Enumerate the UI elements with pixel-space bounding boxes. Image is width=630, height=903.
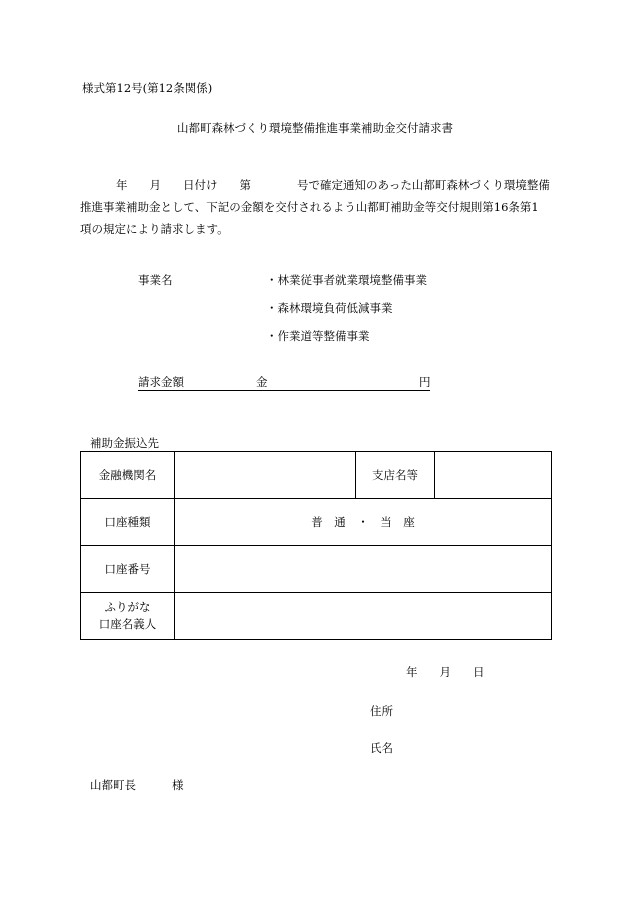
date-day: 日 <box>473 665 485 679</box>
month-char: 月 <box>149 178 161 192</box>
year-char: 年 <box>116 178 128 192</box>
honorific: 様 <box>172 778 184 792</box>
day-date-text: 日付け <box>183 178 218 192</box>
date-line <box>406 664 485 680</box>
holder-label: 口座名義人 <box>98 617 157 631</box>
kin-char: 金 <box>256 375 268 389</box>
table-row <box>81 499 552 546</box>
table-row <box>81 452 552 499</box>
branch-input[interactable] <box>435 452 552 499</box>
project-item: ・作業道等整備事業 <box>266 329 370 343</box>
table-row <box>81 593 552 640</box>
account-type-label: 口座種類 <box>81 499 175 546</box>
name-label: 氏名 <box>370 741 393 755</box>
dai-char: 第 <box>239 178 251 192</box>
form-number-label: 様式第12号(第12条関係) <box>82 81 213 95</box>
bank-table <box>80 451 552 640</box>
table-row <box>81 546 552 593</box>
request-amount-label: 請求金額 <box>138 375 184 389</box>
project-item: ・林業従事者就業環境整備事業 <box>266 273 427 287</box>
request-paragraph <box>80 174 550 240</box>
project-label: 事業名 <box>138 273 173 287</box>
mayor-title: 山都町長 <box>90 778 136 792</box>
branch-label: 支店名等 <box>356 452 435 499</box>
furigana-label: ふりがな <box>104 600 151 614</box>
request-amount-line <box>138 374 430 391</box>
holder-label-cell <box>81 593 175 640</box>
date-year: 年 <box>406 665 418 679</box>
recipient-line <box>90 777 184 793</box>
holder-input[interactable] <box>175 593 552 640</box>
project-item: ・森林環境負荷低減事業 <box>266 301 393 315</box>
bank-section-title: 補助金振込先 <box>90 436 159 450</box>
yen-char: 円 <box>419 375 431 389</box>
institution-input[interactable] <box>175 452 356 499</box>
account-type-value[interactable]: 普 通 ・ 当 座 <box>175 499 552 546</box>
paragraph-text: 号で確定通知のあった山都町森林づくり環境整備推進事業補助金として、下記の金額を交付されるよう山都町補助金等交付規則第16条第1項の規定により請求します。 <box>80 178 550 236</box>
account-number-input[interactable] <box>175 546 552 593</box>
address-label: 住所 <box>370 704 393 718</box>
account-number-label: 口座番号 <box>81 546 175 593</box>
date-month: 月 <box>439 665 451 679</box>
institution-label: 金融機関名 <box>81 452 175 499</box>
document-title: 山都町森林づくり環境整備推進事業補助金交付請求書 <box>177 121 453 135</box>
